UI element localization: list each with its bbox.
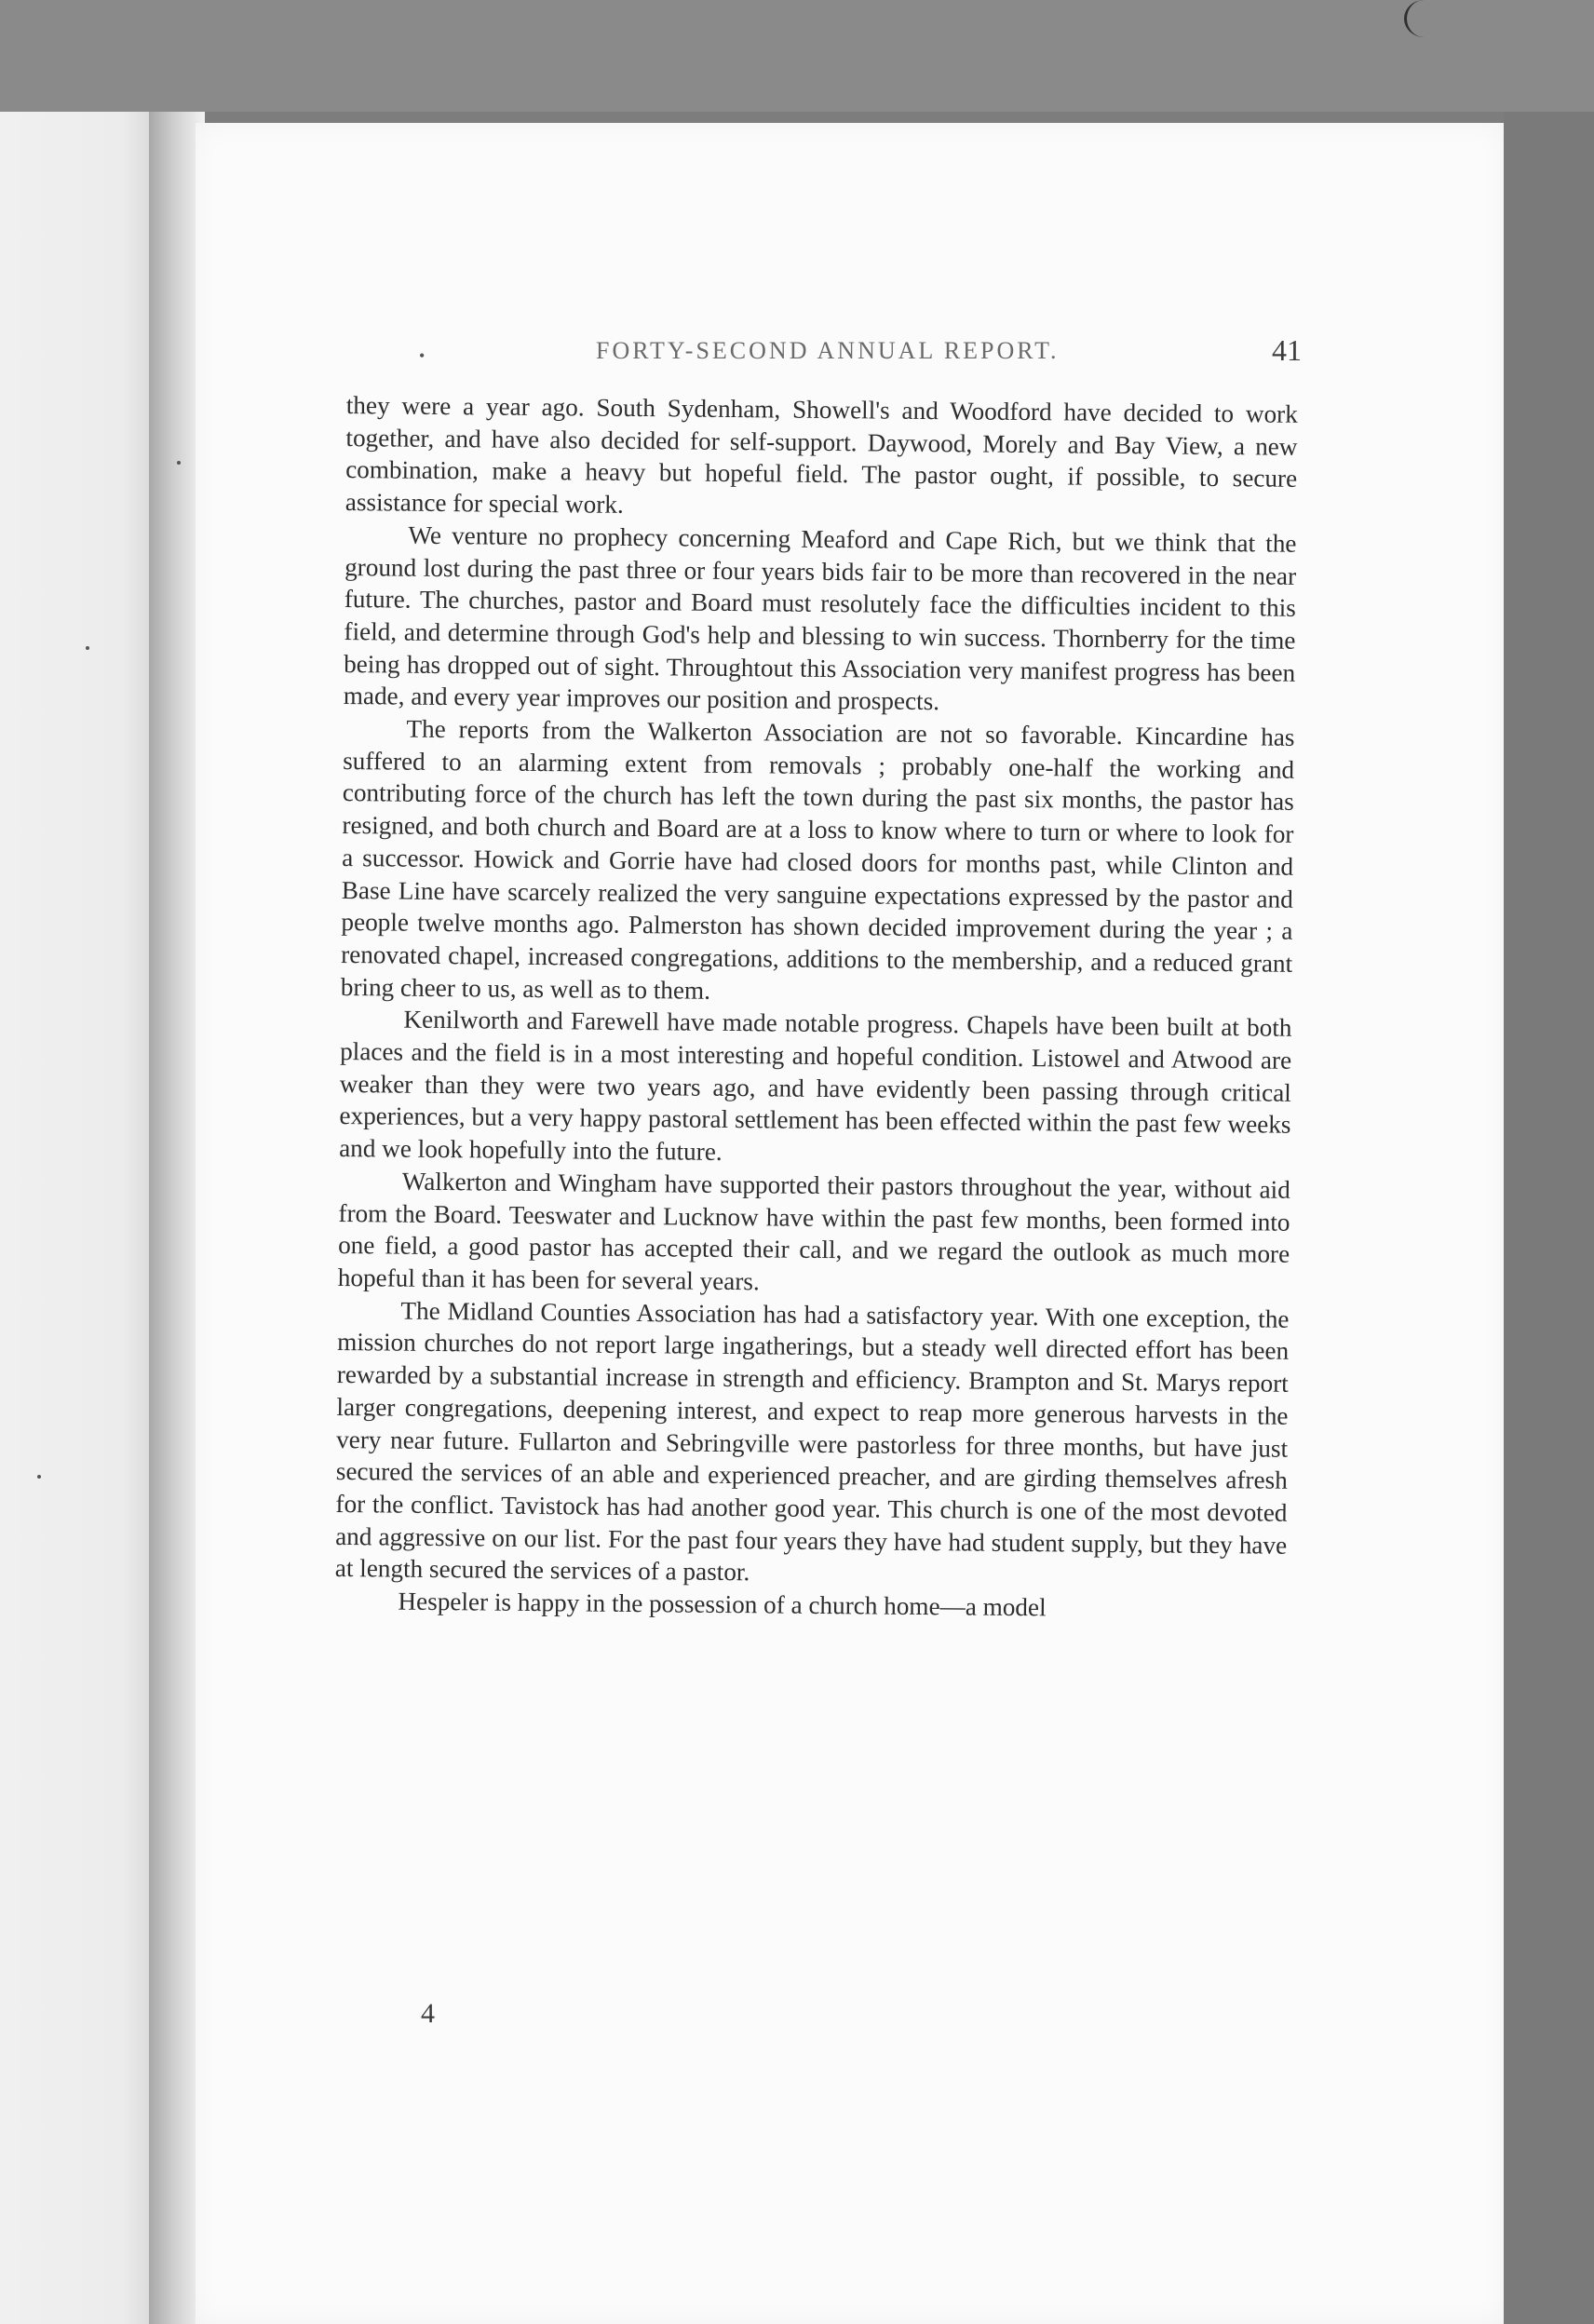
- scan-corner-mark: [1404, 0, 1444, 37]
- paragraph: The Midland Counties Association has had a satisfactory year. With one exception, the mission churches do not report large ingatherings, but a steady well directed effort has been rewarded by a substantial increase in strength and efficiency. Brampton and St. Marys report larger congregations, deepening interest, and expect to reap more generous harvests in the very near future. Fullarton and Sebringville were pastorless for three months, but have just secured the services of an able and experienced preacher, and are girding themselves afresh for the conflict. Tavistock has had another good year. This church is one of the most devoted and aggressive on our list. For the past four years they have had student supply, but they have at length secured the services of a pastor.: [334, 1296, 1290, 1587]
- paragraph: Kenilworth and Farewell have made notable progress. Chapels have been built at both places and the field is in a most interesting and hopeful condition. Listowel and Atwood are weaker than they were two years ago, and have evidently been passing through critical experiences, but a very happy pastoral settlement has been effected within the past few weeks and we look hopefully into the future.: [339, 1005, 1292, 1167]
- dust-speck: [177, 461, 181, 465]
- paragraph: The reports from the Walkerton Association are not so favorable. Kincardine has suffered to an alarming extent from removals ; probably one-half the working and contributing force of the church has left the town during the past six months, the pastor has resigned, and both church and Board are at a loss to know where to turn or where to look for a successor. Howick and Gorrie have had closed doors for months past, while Clinton and Base Line have scarcely realized the very sanguine expectations expressed by the pastor and people twelve months ago. Palmerston has shown decided improvement during the year ; a renovated chapel, increased congregations, additions to the membership, and a reduced grant bring cheer to us, as well as to them.: [340, 714, 1295, 1005]
- paragraph: Hespeler is happy in the possession of a church home—a model: [398, 1587, 1047, 1622]
- facing-page-edge: [0, 112, 154, 2324]
- running-head: FORTY-SECOND ANNUAL REPORT.: [596, 337, 1060, 364]
- page-number: 41: [1272, 333, 1302, 367]
- dust-speck: [37, 1475, 41, 1479]
- page-header: [410, 333, 1304, 374]
- paragraph: Walkerton and Wingham have supported their pastors throughout the year, without aid from the Board. Teeswater and Lucknow have within the past few months, been formed into one field, a good pastor has accepted their call, and we regard the outlook as much more hopeful than it has been for several years.: [337, 1167, 1290, 1296]
- paragraph: We venture no prophecy concerning Meaford and Cape Rich, but we think that the ground lost during the past three or four years bids fair to be more than recovered in the near future. The churches, pastor and Board must resolutely face the difficulties incident to this field, and determine through God's help and blessing to win success. Thornberry for the time being has dropped out of sight. Throughtout this Association very manifest progress has been made, and every year improves our position and prospects.: [343, 520, 1297, 716]
- header-bullet: •: [419, 346, 426, 365]
- scan-top-border: [0, 0, 1594, 112]
- paragraph: they were a year ago. South Sydenham, Showell's and Woodford have decided to work together, and have also decided for self-support. Daywood, Morely and Bay View, a new combination, make a heavy but hopeful field. The pastor ought, if possible, to secure assistance for special work.: [344, 390, 1298, 519]
- dust-speck: [86, 646, 89, 650]
- scan-right-border: [1504, 112, 1594, 2324]
- report-body: [334, 389, 1298, 1626]
- signature-mark: 4: [421, 1998, 435, 2029]
